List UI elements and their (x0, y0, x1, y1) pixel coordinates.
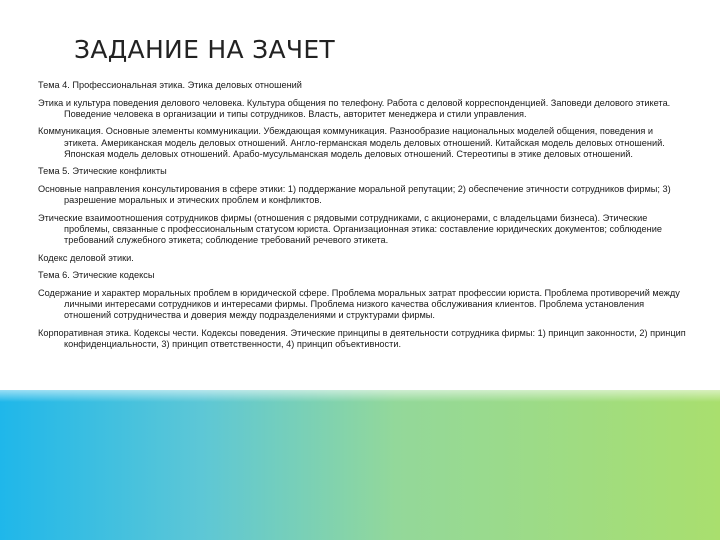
topic-6-heading: Тема 6. Этические кодексы (38, 270, 155, 281)
paragraph-ethical-relations: Этические взаимоотношения сотрудников фирмы (отношения с рядовыми сотрудниками, с акционерами, с владельцами бизнеса). Этические проблемы, связанные с профессиональным статусом юриста. Организационная этика: составление юридических документов; соблюдение требований служебного этикета; соблюдение требований речевого этикета. (38, 212, 662, 245)
topic-4-heading: Тема 4. Профессиональная этика. Этика деловых отношений (38, 80, 302, 90)
slide-content (38, 80, 688, 357)
background-gradient-fade (0, 390, 720, 402)
paragraph-moral-problems: Содержание и характер моральных проблем в юридической сфере. Проблема моральных затрат профессии юриста. Проблема противоречий между личными интересами сотрудников и интересами фирмы. Проблема низкого качества обслуживания клиентов. Проблема установления отношений сотрудничества и доверия между подразделениями и структурами фирмы. (38, 288, 680, 321)
paragraph-business-etiquette: Этика и культура поведения делового человека. Культура общения по телефону. Работа с деловой корреспонденцией. Заповеди делового этикета. Поведение человека в организации и типы сотрудников. Власть, авторитет менеджера и стили управления. (38, 97, 671, 119)
topic-5-heading: Тема 5. Этические конфликты (38, 166, 167, 177)
paragraph-communication: Коммуникация. Основные элементы коммуникации. Убеждающая коммуникация. Разнообразие национальных моделей общения, поведения и этикета. Американская модель деловых отношений. Англо-германская модель деловых отношений. Китайская модель деловых отношений. Японская модель деловых отношений. Арабо-мусульманская модель деловых отношений. Стереотипы в этике деловых отношений. (38, 126, 665, 159)
paragraph-business-ethics-code: Кодекс деловой этики. (38, 252, 134, 263)
paragraph-corporate-ethics: Корпоративная этика. Кодексы чести. Кодексы поведения. Этические принципы в деятельности сотрудника фирмы: 1) принцип законности, 2) принцип конфиденциальности, 3) принцип ответственности, 4) принцип объективности. (38, 327, 686, 350)
slide-title: ЗАДАНИЕ НА ЗАЧЕТ (74, 35, 335, 64)
paragraph-consulting-directions: Основные направления консультирования в сфере этики: 1) поддержание моральной репутации; 2) обеспечение этичности сотрудников фирмы; 3) разрешение моральных и этических проблем и конфликтов. (38, 184, 671, 206)
background-gradient-band (0, 390, 720, 540)
